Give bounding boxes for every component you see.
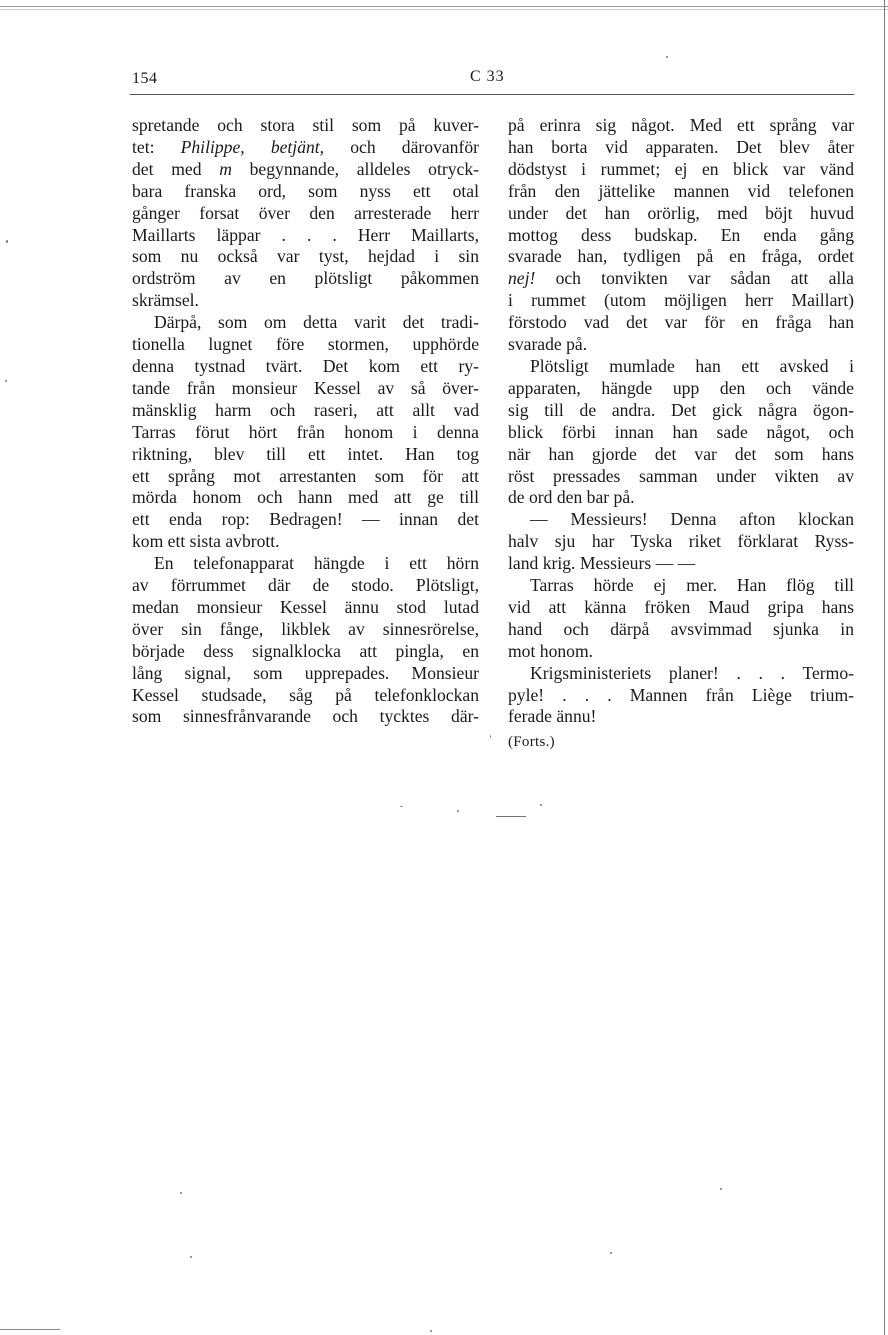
text-line: under det han orörlig, med böjt huvud (508, 202, 854, 223)
text-line: Tarras förut hört från honom i denna (132, 421, 479, 442)
text-line: svarade på. (508, 334, 588, 355)
text-line: skrämsel. (132, 290, 199, 311)
text-line: gånger forsat över den arresterade herr (132, 202, 479, 223)
text-line: Tarras hörde ej mer. Han flög till (530, 575, 854, 596)
text-line: när han gjorde det var det som hans (508, 443, 854, 464)
text-line: — Messieurs! Denna afton klockan (530, 509, 854, 530)
text-line: blick förbi innan han sade något, och (508, 421, 854, 442)
scan-edge-line (0, 6, 888, 7)
page-number: 154 (132, 70, 158, 87)
text-line: ordström av en plötsligt påkommen (132, 268, 479, 289)
scan-speck (540, 804, 542, 806)
scan-speck (190, 1256, 192, 1258)
text-line: över sin fånge, likblek av sinnesrörelse, (132, 618, 479, 639)
text-line: från den jättelike mannen vid telefonen (508, 180, 854, 201)
text-line: de ord den bar på. (508, 487, 635, 508)
italic-phrase: nej! (508, 268, 536, 289)
text-line: ett enda rop: Bedragen! — innan det (132, 509, 479, 530)
text-line: tet: Philippe, betjänt, och därovanför (132, 136, 479, 157)
text-line: Därpå, som om detta varit det tradi- (154, 312, 479, 333)
text-line: började dess signalklocka att pingla, en (132, 640, 479, 661)
text-line: En telefonapparat hängde i ett hörn (154, 553, 479, 574)
text-line: pyle! . . . Mannen från Liège trium- (508, 684, 854, 705)
text-line: ferade ännu! (508, 706, 597, 727)
scan-speck (720, 1188, 722, 1190)
scan-speck (610, 1252, 612, 1254)
text-line: tionella lugnet före stormen, upphörde (132, 334, 479, 355)
text-line: apparaten, hängde upp den och vände (508, 377, 854, 398)
italic-phrase: Philippe, betjänt, (180, 136, 325, 157)
scan-speck (457, 810, 459, 812)
left-text-column (132, 115, 479, 728)
text-line: land krig. Messieurs — — (508, 553, 696, 574)
scan-speck (5, 380, 7, 382)
scan-speck (490, 735, 491, 738)
text-line: sig till de andra. Det gick några ögon- (508, 399, 854, 420)
text-line: Kessel studsade, såg på telefonklockan (132, 684, 479, 705)
scan-speck (180, 1192, 182, 1194)
text-line: svarade han, tydligen på en fråga, ordet (508, 246, 854, 267)
scan-speck (666, 56, 668, 58)
text-line: mottog dess budskap. En enda gång (508, 224, 854, 245)
text-line: i rummet (utom möjligen herr Maillart) (508, 290, 854, 311)
text-line: denna tystnad tvärt. Det kom ett ry- (132, 355, 479, 376)
text-line: Krigsministeriets planer! . . . Termo- (530, 662, 854, 683)
scan-speck (430, 1330, 432, 1332)
text-line: nej! och tonvikten var sådan att alla (508, 268, 854, 289)
text-line: förstodo vad det var för en fråga han (508, 312, 854, 333)
header-rule (130, 94, 854, 95)
text-line: bara franska ord, som nyss ett otal (132, 180, 479, 201)
scan-speck (496, 816, 526, 817)
scan-speck (6, 240, 8, 243)
scan-bottom-edge (0, 1329, 60, 1330)
text-line: medan monsieur Kessel ännu stod lutad (132, 596, 479, 617)
text-line: riktning, blev till ett intet. Han tog (132, 443, 479, 464)
text-line: det med m begynnande, alldeles otryck- (132, 158, 479, 179)
text-line: lång signal, som upprepades. Monsieur (132, 662, 479, 683)
text-line: vid att känna fröken Maud gripa hans (508, 596, 854, 617)
text-line: Plötsligt mumlade han ett avsked i (530, 355, 854, 376)
italic-phrase: m (219, 158, 232, 179)
text-line: ett språng mot arrestanten som för att (132, 465, 479, 486)
text-line: han borta vid apparaten. Det blev åter (508, 136, 854, 157)
text-line: som nu också var tyst, hejdad i sin (132, 246, 479, 267)
text-line: av förrummet där de stodo. Plötsligt, (132, 575, 479, 596)
signature-mark: C 33 (470, 68, 505, 85)
text-line: röst pressades samman under vikten av (508, 465, 854, 486)
continued-marker: (Forts.) (508, 734, 555, 751)
text-line: mörda honom och hann med att ge till (132, 487, 479, 508)
right-text-column (508, 115, 854, 754)
text-line: tande från monsieur Kessel av så över- (132, 377, 479, 398)
text-line: mot honom. (508, 640, 594, 661)
text-line: kom ett sista avbrott. (132, 531, 280, 552)
scan-right-edge (884, 0, 885, 1335)
scan-speck (400, 806, 403, 807)
scan-edge-line-secondary (0, 9, 888, 10)
text-line: hand och därpå avsvimmad sjunka in (508, 618, 854, 639)
text-line: halv sju har Tyska riket förklarat Ryss- (508, 531, 854, 552)
text-line: spretande och stora stil som på kuver- (132, 115, 479, 135)
text-line: Maillarts läppar . . . Herr Maillarts, (132, 224, 479, 245)
text-line: mänsklig harm och raseri, att allt vad (132, 399, 479, 420)
text-line: dödstyst i rummet; ej en blick var vänd (508, 158, 854, 179)
text-line: som sinnesfrånvarande och tycktes där- (132, 706, 479, 727)
text-line: på erinra sig något. Med ett språng var (508, 115, 854, 135)
